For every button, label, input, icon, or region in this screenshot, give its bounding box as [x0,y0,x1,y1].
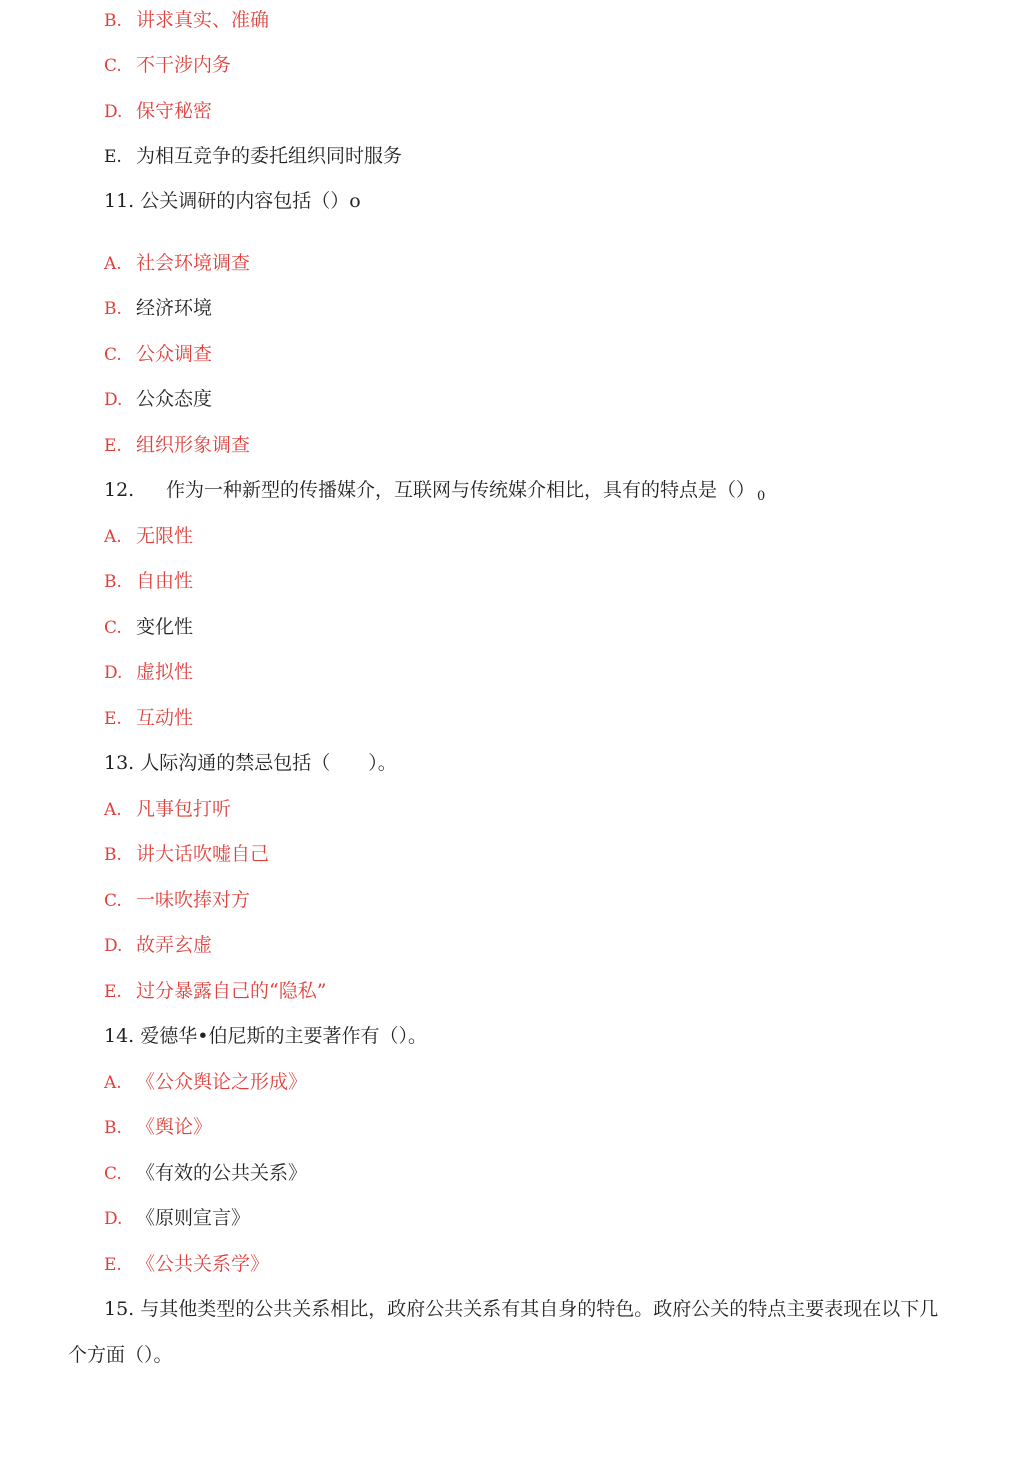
option-letter: D. [104,1209,123,1229]
option-letter: B. [104,299,122,319]
q11-option-e [104,433,250,458]
option-text: 虚拟性 [136,661,194,683]
q11-option-d [104,387,212,412]
option-letter: C. [104,56,122,76]
q13-option-e [104,979,326,1004]
q14-option-d [104,1206,250,1231]
option-text: 《舆论》 [136,1116,213,1138]
option-letter: A. [104,1073,122,1093]
option-text: 《公共关系学》 [136,1253,270,1275]
option-text: 《有效的公共关系》 [136,1162,308,1184]
option-text: 为相互竞争的委托组织同时服务 [136,145,403,167]
option-letter: D. [104,663,123,683]
option-text: 经济环境 [136,297,213,319]
q15-stem-line2: 个方面（）。 [68,1344,173,1366]
option-letter: C. [104,1164,122,1184]
option-letter: E. [104,147,122,167]
q11-option-b [104,296,212,321]
option-letter: B. [104,572,122,592]
option-text: 组织形象调查 [136,434,251,456]
option-text: 无限性 [136,525,194,547]
option-letter: B. [104,11,122,31]
q11-option-c [104,342,212,367]
q14-option-e [104,1252,269,1277]
q15-stem-line1: 15. 与其他类型的公共关系相比，政府公共关系有其自身的特色。政府公关的特点主要表现在以下几 [104,1298,939,1320]
q14-option-c [104,1161,307,1186]
option-letter: E. [104,709,122,729]
option-text: 社会环境调查 [136,252,251,274]
option-letter: E. [104,1255,122,1275]
q12-option-c [104,615,193,640]
q13-option-c [104,888,250,913]
option-text: 过分暴露自己的“隐私” [136,980,327,1002]
option-text: 公众态度 [136,388,213,410]
q13-stem: 13. 人际沟通的禁忌包括（ ）。 [104,752,397,774]
option-letter: B. [104,1118,122,1138]
option-text: 公众调查 [136,343,213,365]
option-text: 一味吹捧对方 [136,889,251,911]
option-text: 讲求真实、准确 [136,9,270,31]
option-letter: D. [104,936,123,956]
question-number: 12. [104,479,135,501]
q11-option-a [104,251,250,276]
q13-option-a [104,797,231,822]
q12-option-a [104,524,193,549]
option-text: 《原则宣言》 [136,1207,251,1229]
q10-option-e [104,144,402,169]
option-letter: A. [104,254,122,274]
q12-option-d [104,660,193,685]
question-text: 作为一种新型的传播媒介，互联网与传统媒介相比，具有的特点是（） [166,479,756,501]
q12-option-b [104,569,193,594]
q10-option-b [104,8,269,33]
option-letter: C. [104,618,122,638]
q12-stem [104,478,765,505]
q14-option-b [104,1115,212,1140]
option-letter: A. [104,527,122,547]
option-letter: E. [104,436,122,456]
option-letter: E. [104,982,122,1002]
q10-option-c [104,53,231,78]
option-text: 讲大话吹嘘自己 [136,843,270,865]
option-text: 《公众舆论之形成》 [136,1071,308,1093]
option-text: 凡事包打听 [136,798,232,820]
question-tail: 0 [757,489,766,504]
option-text: 不干涉内务 [136,54,232,76]
option-text: 变化性 [136,616,194,638]
q13-option-d [104,933,212,958]
option-text: 互动性 [136,707,194,729]
option-text: 保守秘密 [136,100,213,122]
q12-option-e [104,706,193,731]
q14-option-a [104,1070,307,1095]
option-letter: C. [104,345,122,365]
option-letter: C. [104,891,122,911]
option-letter: B. [104,845,122,865]
q11-stem: 11. 公关调研的内容包括（）o [104,190,361,212]
q13-option-b [104,842,269,867]
option-text: 故弄玄虚 [136,934,213,956]
option-text: 自由性 [136,570,194,592]
option-letter: A. [104,800,122,820]
option-letter: D. [104,102,123,122]
q10-option-d [104,99,212,124]
option-letter: D. [104,390,123,410]
q14-stem: 14. 爱德华•伯尼斯的主要著作有（）。 [104,1025,427,1047]
